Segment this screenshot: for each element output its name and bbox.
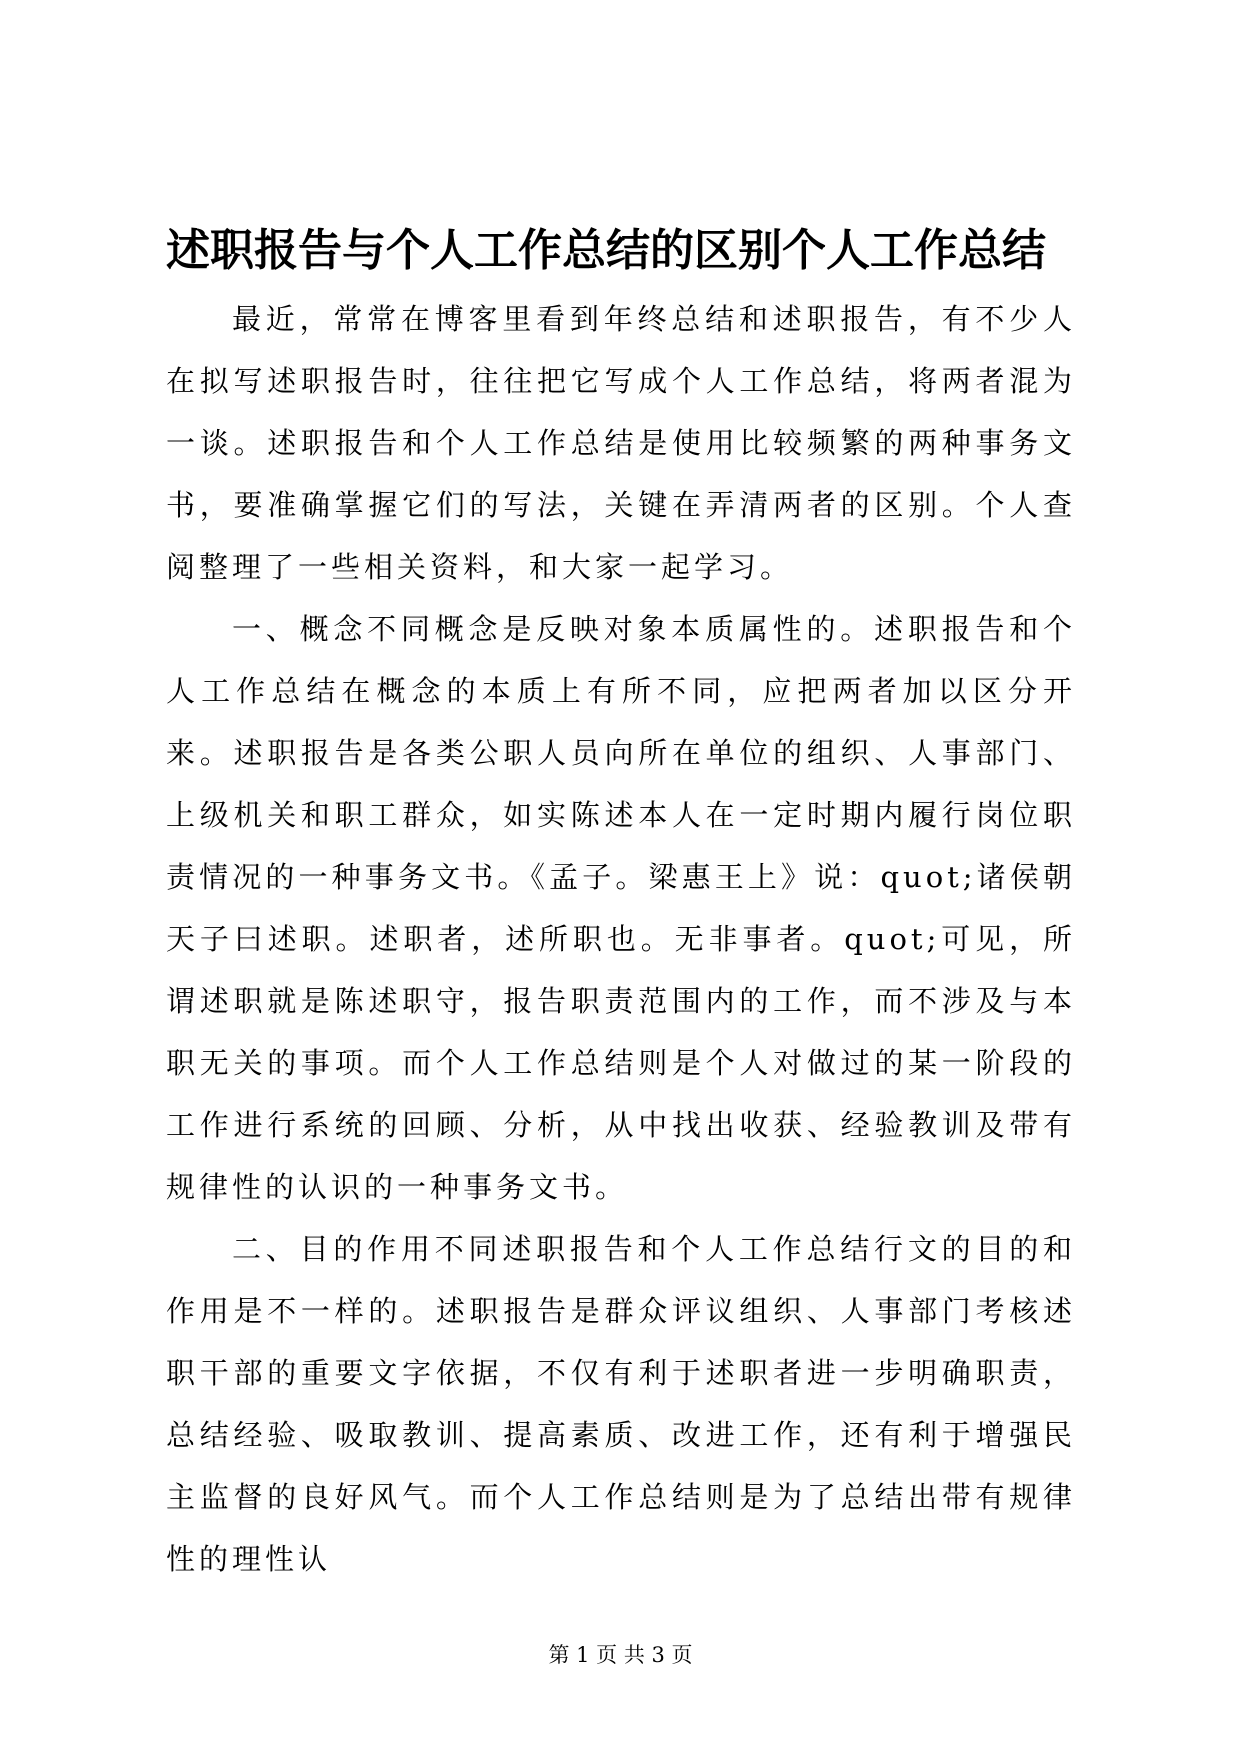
paragraph-intro: 最近，常常在博客里看到年终总结和述职报告，有不少人在拟写述职报告时，往往把它写成个人工作总结，将两者混为一谈。述职报告和个人工作总结是使用比较频繁的两种事务文书，要准确掌握它们的写法，关键在弄清两者的区别。个人查阅整理了一些相关资料，和大家一起学习。 [166,302,1076,584]
paragraph-concept: 一、概念不同概念是反映对象本质属性的。述职报告和个人工作总结在概念的本质上有所不同，应把两者加以区分开来。述职报告是各类公职人员向所在单位的组织、人事部门、上级机关和职工群众，如实陈述本人在一定时期内履行岗位职责情况的一种事务文书。《孟子。梁惠王上》说：quot;诸侯朝天子曰述职。述职者，述所职也。无非事者。quot;可见，所谓述职就是陈述职守，报告职责范围内的工作，而不涉及与本职无关的事项。而个人工作总结则是个人对做过的某一阶段的工作进行系统的回顾、分析，从中找出收获、经验教训及带有规律性的认识的一种事务文书。 [166,612,1076,1204]
document-body [166,288,1076,1590]
document-title: 述职报告与个人工作总结的区别个人工作总结 [166,225,1046,276]
paragraph-purpose: 二、目的作用不同述职报告和个人工作总结行文的目的和作用是不一样的。述职报告是群众评议组织、人事部门考核述职干部的重要文字依据，不仅有利于述职者进一步明确职责，总结经验、吸取教训、提高素质、改进工作，还有利于增强民主监督的良好风气。而个人工作总结则是为了总结出带有规律性的理性认 [166,1232,1076,1576]
page-number-footer: 第 1 页 共 3 页 [548,1643,693,1667]
